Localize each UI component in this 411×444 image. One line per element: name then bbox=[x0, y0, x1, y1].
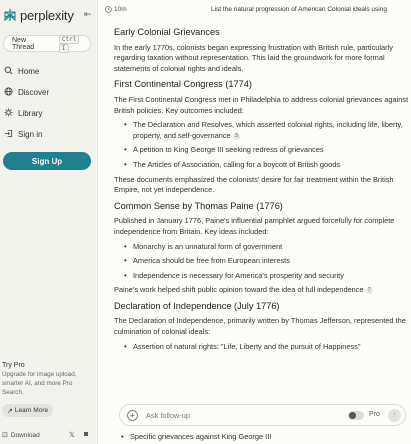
section-heading: Early Colonial Grievances bbox=[114, 27, 220, 37]
discord-icon[interactable]: ◙ bbox=[84, 431, 89, 438]
citation-badge[interactable]: 3 bbox=[234, 132, 238, 139]
list-item: • Monarchy is an unnatural form of government bbox=[124, 242, 411, 253]
learn-more-label: Learn More bbox=[14, 407, 49, 414]
list-item: • The Articles of Association, calling for a boycott of British goods bbox=[124, 160, 411, 171]
download-icon: ⊡ bbox=[2, 432, 8, 439]
paragraph: The First Continental Congress met in Philadelphia to address colonial grievances against British policies. Key outcomes included: bbox=[114, 94, 409, 115]
sidebar-item-discover[interactable] bbox=[4, 86, 49, 98]
paragraph-text: Paine's work helped shift public opinion toward the idea of full independence bbox=[114, 285, 364, 295]
list-item: • A petition to King George III seeking redress of grievances bbox=[124, 145, 411, 156]
new-thread-label: New Thread bbox=[12, 36, 35, 51]
timer-label: 10m bbox=[114, 6, 127, 13]
paragraph: These documents emphasized the colonists' desire for fair treatment within the British Empire, not yet independence. bbox=[114, 174, 394, 195]
sidebar-item-home[interactable] bbox=[4, 65, 39, 77]
thread-title: List the natural progression of American Colonial ideals using bbox=[211, 6, 387, 13]
sidebar-item-label: Library bbox=[18, 108, 43, 118]
list-item bbox=[124, 120, 411, 141]
brand-name: perplexity bbox=[20, 7, 74, 23]
try-pro-title: Try Pro bbox=[2, 362, 25, 369]
bullet-list bbox=[124, 342, 411, 353]
search-icon bbox=[4, 66, 14, 76]
sidebar-item-library[interactable] bbox=[4, 107, 42, 119]
signup-button[interactable]: Sign Up bbox=[3, 152, 91, 170]
thread-age bbox=[105, 6, 127, 13]
keyboard-shortcut bbox=[57, 35, 90, 53]
list-item: • Assertion of natural rights: "Life, Liberty and the pursuit of Happiness" bbox=[124, 342, 411, 353]
section-heading: First Continental Congress (1774) bbox=[114, 79, 252, 90]
answer-content bbox=[114, 22, 411, 357]
send-arrow-icon[interactable]: ↑ bbox=[388, 409, 401, 422]
download-link[interactable] bbox=[2, 431, 40, 439]
list-item: • America should be free from European interests bbox=[124, 256, 411, 267]
library-icon bbox=[4, 108, 14, 118]
try-pro-description: Upgrade for image upload, smarter AI, and more Pro Search. bbox=[2, 371, 77, 396]
sidebar-item-label: Discover bbox=[18, 87, 50, 97]
clock-icon bbox=[105, 6, 112, 13]
signin-icon bbox=[4, 129, 14, 139]
learn-more-button[interactable] bbox=[2, 404, 53, 417]
perplexity-logo-icon bbox=[3, 8, 17, 22]
sidebar-item-label: Home bbox=[18, 66, 40, 76]
pro-label: Pro bbox=[369, 411, 380, 418]
download-label: Download bbox=[10, 431, 40, 439]
new-thread-button[interactable] bbox=[3, 35, 91, 52]
paragraph: Published in January 1776, Paine's influential pamphlet argued forcefully for complete independence from Britain. Key ideas included: bbox=[114, 216, 395, 236]
arrow-up-right-icon: ↗ bbox=[7, 407, 13, 415]
shortcut-key-ctrl: Ctrl bbox=[59, 35, 79, 44]
bullet-list bbox=[124, 242, 411, 282]
section-heading: Declaration of Independence (July 1776) bbox=[114, 300, 280, 311]
list-item-text: The Declaration and Resolves, which asserted colonial rights, including life, liberty, property, and self-governance bbox=[133, 120, 403, 140]
plus-icon[interactable]: + bbox=[127, 410, 138, 421]
bullet-list bbox=[124, 120, 411, 170]
list-item: • Independence is necessary for America's prosperity and security bbox=[124, 271, 411, 282]
follow-up-input[interactable] bbox=[119, 404, 406, 426]
collapse-sidebar-icon[interactable]: ⇤ bbox=[84, 9, 92, 19]
main-area bbox=[98, 0, 411, 444]
paragraph: The Declaration of Independence, primarily written by Thomas Jefferson, represented the culmination of colonial ideals: bbox=[114, 316, 406, 337]
sidebar bbox=[0, 0, 98, 444]
shortcut-key-i: I bbox=[59, 44, 69, 53]
x-twitter-icon[interactable]: 𝕏 bbox=[69, 432, 75, 439]
sidebar-item-label: Sign in bbox=[18, 129, 43, 139]
paragraph: In the early 1770s, colonists began expressing frustration with British rule, particularly regarding taxation without representation. This laid the groundwork for more formal statements of colonial rights and ideals. bbox=[114, 42, 393, 73]
section-heading: Common Sense by Thomas Paine (1776) bbox=[114, 200, 283, 211]
follow-up-placeholder: Ask follow-up bbox=[146, 411, 190, 420]
pro-toggle[interactable] bbox=[348, 411, 364, 420]
sidebar-item-signin[interactable] bbox=[4, 128, 42, 140]
citation-badge[interactable]: 7 bbox=[367, 287, 371, 294]
thread-header bbox=[98, 0, 411, 20]
paragraph bbox=[114, 285, 411, 296]
logo[interactable] bbox=[3, 6, 74, 24]
list-item: • Specific grievances against King George III bbox=[130, 432, 271, 441]
globe-icon bbox=[4, 87, 14, 97]
